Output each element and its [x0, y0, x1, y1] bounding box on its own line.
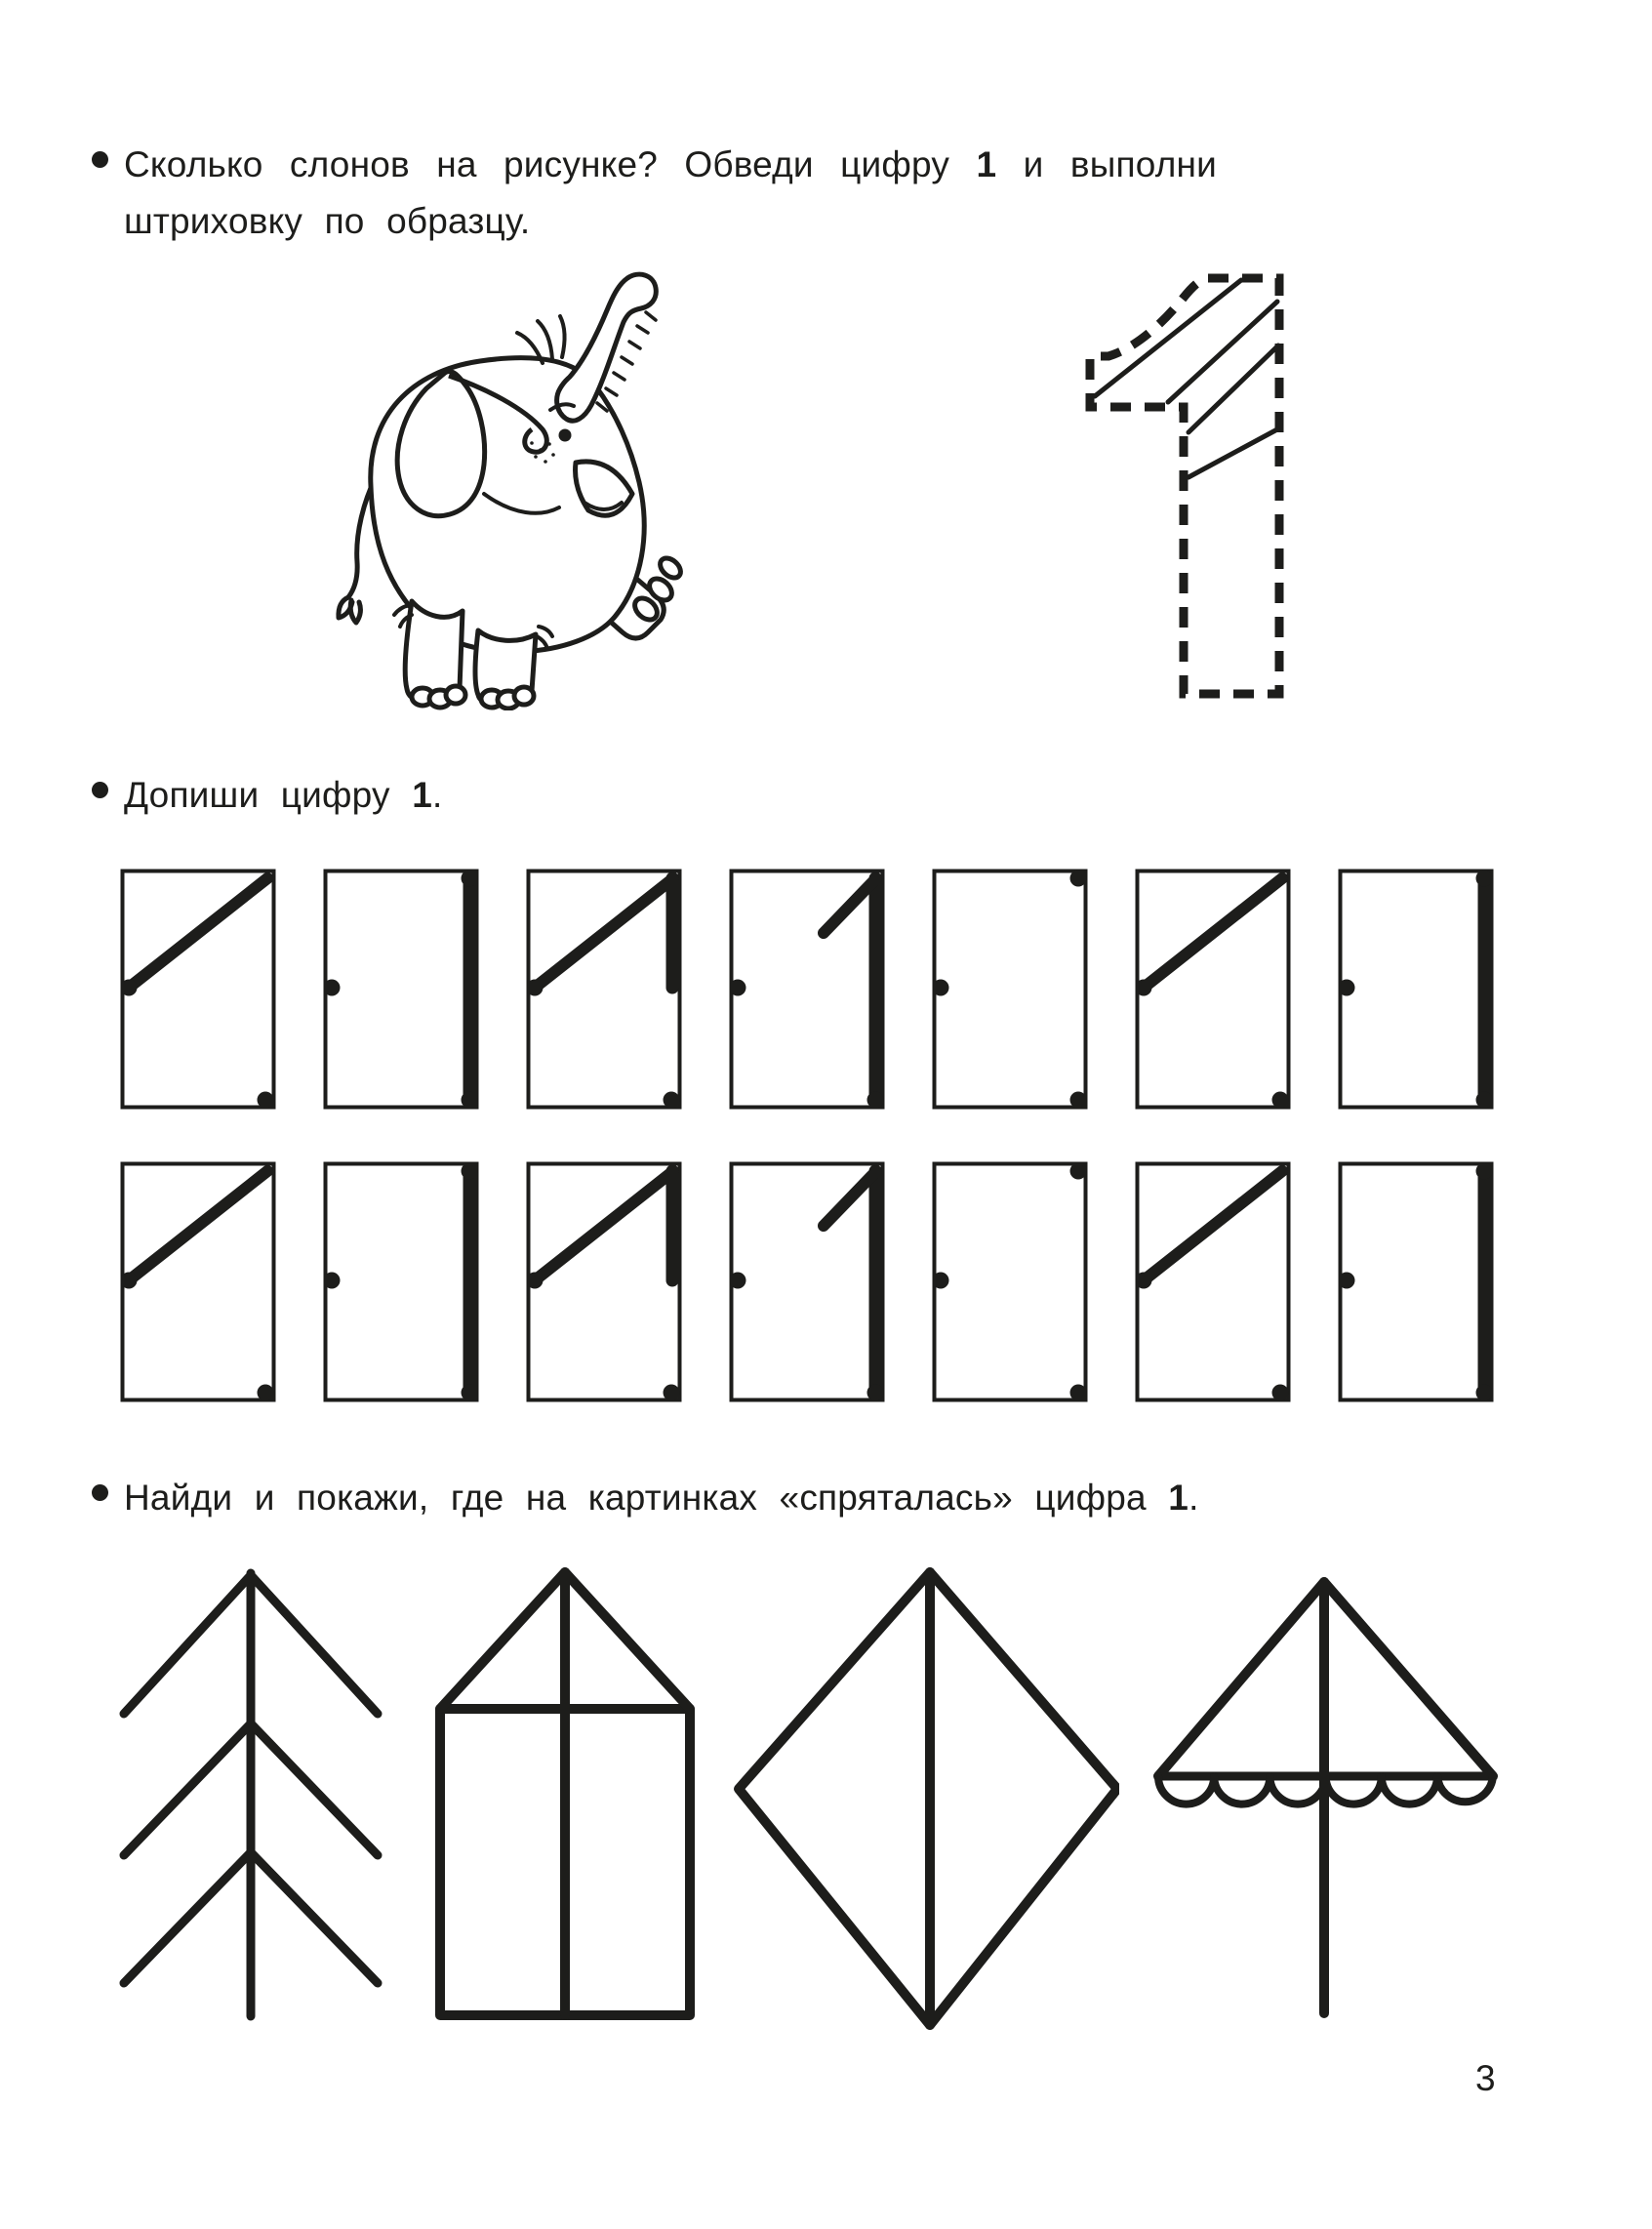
practice-box-diagonal[interactable]: [120, 869, 276, 1110]
practice-box-diagonal[interactable]: [1135, 869, 1291, 1110]
elephant-illustration: [332, 262, 703, 710]
practice-box-half-diagonal-vertical[interactable]: [729, 1161, 885, 1402]
practice-box-vertical[interactable]: [323, 1161, 479, 1402]
task-2-text-tail: .: [432, 775, 443, 815]
practice-box-diagonal[interactable]: [120, 1161, 276, 1402]
fir-tree-picture[interactable]: [119, 1560, 383, 2022]
task-1-digit: 1: [976, 144, 997, 184]
digit-1-dashed-outline: [1090, 278, 1279, 694]
practice-box-diagonal[interactable]: [1135, 1161, 1291, 1402]
task-2-instruction: [124, 767, 443, 824]
page-number: 3: [1475, 2058, 1496, 2098]
practice-box-half-diagonal-vertical[interactable]: [729, 869, 885, 1110]
task-1-text-tail: и выполни штриховку по образцу.: [124, 144, 1217, 241]
practice-box-dots-only[interactable]: [932, 1161, 1088, 1402]
task-2-digit: 1: [412, 775, 433, 815]
practice-box-vertical[interactable]: [1338, 1161, 1494, 1402]
task-1-instruction: [124, 137, 1217, 250]
bullet-task-1: [92, 151, 108, 168]
umbrella-picture[interactable]: [1151, 1560, 1499, 2028]
house-picture[interactable]: [434, 1560, 696, 2020]
task-1-text: Сколько слонов на рисунке? Обведи цифру: [124, 144, 977, 184]
practice-row-1: [120, 869, 1494, 1110]
task-3-instruction: [124, 1470, 1568, 1526]
practice-box-vertical[interactable]: [1338, 869, 1494, 1110]
task-3-text: Найди и покажи, где на картинках «спряталась» цифра: [124, 1478, 1169, 1518]
bullet-task-3: [92, 1484, 108, 1501]
practice-box-vertical[interactable]: [323, 869, 479, 1110]
task-3-digit: 1: [1168, 1478, 1189, 1518]
practice-box-diagonal-half-vertical[interactable]: [526, 1161, 682, 1402]
practice-box-diagonal-half-vertical[interactable]: [526, 869, 682, 1110]
practice-box-dots-only[interactable]: [932, 869, 1088, 1110]
bullet-task-2: [92, 782, 108, 798]
practice-row-2: [120, 1161, 1494, 1402]
traceable-digit-1[interactable]: [1081, 269, 1288, 703]
elephant-eye: [559, 429, 572, 442]
diamond-picture[interactable]: [733, 1560, 1119, 2030]
task-3-text-tail: .: [1189, 1478, 1199, 1518]
task-2-text: Допиши цифру: [124, 775, 413, 815]
